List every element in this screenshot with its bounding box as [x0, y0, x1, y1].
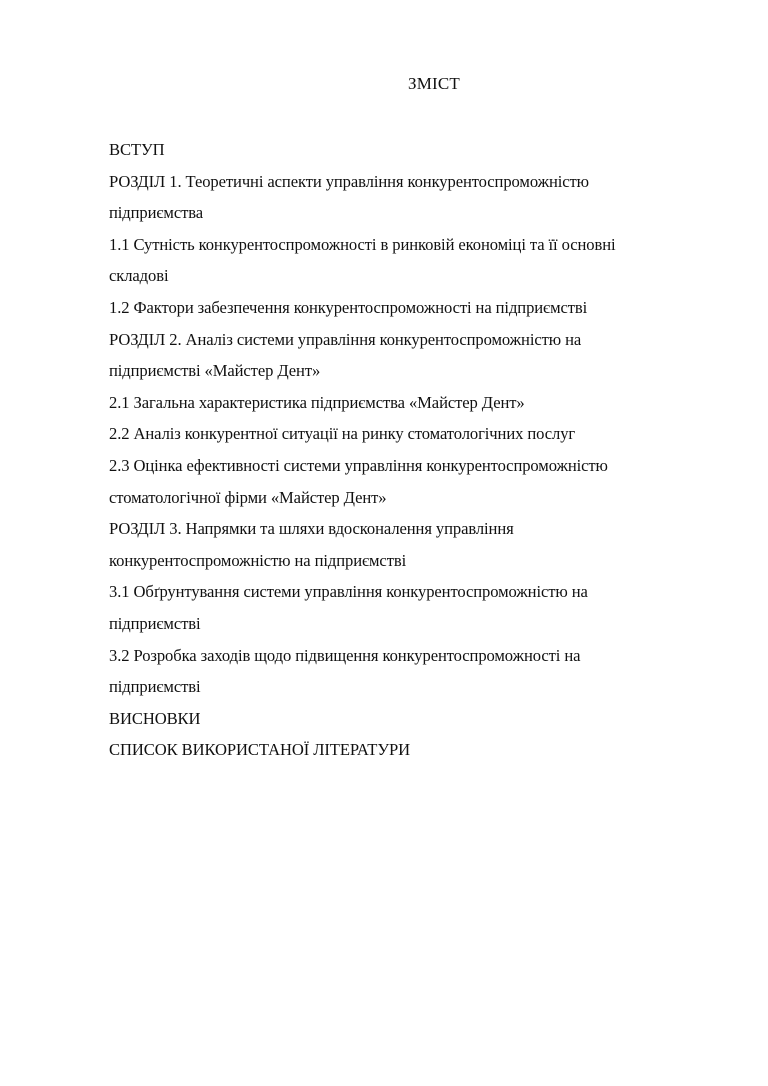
toc-line: РОЗДІЛ 3. Напрямки та шляхи вдосконалення управління	[109, 519, 514, 539]
toc-line: 3.1 Обґрунтування системи управління конкурентоспроможністю на	[109, 582, 588, 602]
toc-line: підприємства	[109, 203, 204, 223]
toc-line: ВИСНОВКИ	[109, 708, 201, 728]
toc-line: РОЗДІЛ 1. Теоретичні аспекти управління конкурентоспроможністю	[109, 171, 589, 191]
toc-line: складові	[109, 266, 169, 286]
toc-line: СПИСОК ВИКОРИСТАНОЇ ЛІТЕРАТУРИ	[109, 740, 410, 760]
toc-line: 1.2 Фактори забезпечення конкурентоспроможності на підприємстві	[109, 297, 588, 317]
page-title: ЗМІСТ	[407, 74, 461, 93]
toc-line: підприємстві	[109, 677, 201, 697]
table-of-contents	[109, 134, 709, 766]
toc-line: ВСТУП	[109, 140, 165, 159]
toc-line: підприємстві	[109, 613, 201, 633]
toc-line: стоматологічної фірми «Майстер Дент»	[109, 487, 387, 507]
toc-line: 2.2 Аналіз конкурентної ситуації на ринку стоматологічних послуг	[109, 424, 576, 444]
toc-line: 2.1 Загальна характеристика підприємства «Майстер Дент»	[109, 392, 525, 412]
toc-line: 1.1 Сутність конкурентоспроможності в ринковій економіці та її основні	[109, 234, 616, 254]
toc-line: 2.3 Оцінка ефективності системи управління конкурентоспроможністю	[109, 455, 608, 475]
toc-line: РОЗДІЛ 2. Аналіз системи управління конкурентоспроможністю на	[109, 329, 582, 349]
toc-line: конкурентоспроможністю на підприємстві	[109, 550, 407, 570]
toc-line: підприємстві «Майстер Дент»	[109, 361, 321, 381]
toc-line: 3.2 Розробка заходів щодо підвищення конкурентоспроможності на	[109, 645, 581, 665]
